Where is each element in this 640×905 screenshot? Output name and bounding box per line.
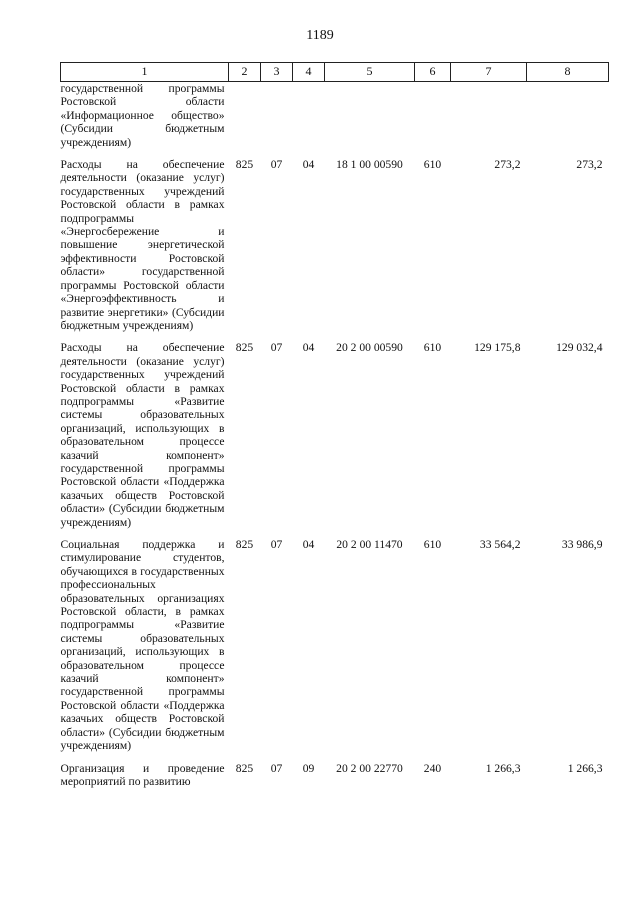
row-amount-1	[451, 82, 527, 150]
row-ministry-code: 825	[235, 761, 254, 775]
row-subsection-code: 09	[302, 761, 315, 775]
row-target-article: 18 1 00 00590	[336, 158, 403, 172]
row-section-code: 07	[270, 158, 283, 172]
page-number: 1189	[306, 28, 334, 43]
header-col-3: 3	[261, 63, 293, 82]
row-section-code: 07	[270, 761, 283, 775]
table-row	[61, 149, 609, 332]
row-section-code	[261, 82, 293, 150]
header-col-4: 4	[293, 63, 325, 82]
budget-table	[60, 62, 609, 788]
row-subsection-code	[293, 82, 325, 150]
row-amount-2	[527, 82, 609, 150]
row-expense-type: 610	[423, 538, 442, 551]
row-expense-type: 610	[423, 158, 442, 172]
row-target-article: 20 2 00 00590	[336, 341, 403, 355]
row-description: Расходы на обеспечение деятельности (оказание услуг) государственных учреждений Ростовской области в рамках подпрограммы «Развитие системы образовательных организаций, использующих в образовательном процессе казачий компонент» государственной программы Ростовской области «Поддержка казачьих обществ Ростовской области» (Субсидии бюджетным учреждениям)	[60, 341, 225, 529]
table-row	[61, 332, 609, 529]
row-ministry-code: 825	[235, 158, 254, 172]
header-col-8: 8	[527, 63, 609, 82]
row-amount-1: 33 564,2	[479, 538, 521, 551]
row-description: Расходы на обеспечение деятельности (оказание услуг) государственных учреждений Ростовской области в рамках подпрограммы «Энергосбережение и повышение энергетической эффективности Ростовской области» государственной программы Ростовской области «Энергоэффективность и развитие энергетики» (Субсидии бюджетным учреждениям)	[60, 158, 225, 332]
row-subsection-code: 04	[302, 538, 315, 551]
row-expense-type: 240	[423, 761, 442, 775]
header-col-1: 1	[61, 63, 229, 82]
row-description: государственной программы Ростовской области «Информационное общество» (Субсидии бюджетным учреждениям)	[60, 82, 225, 149]
row-description: Социальная поддержка и стимулирование студентов, обучающихся в государственных профессиональных образовательных организациях Ростовской области, в рамках подпрограммы «Развитие системы образовательных организаций, использующих в образовательном процессе казачий компонент» государственной программы Ростовской области «Поддержка казачьих обществ Ростовской области» (Субсидии бюджетным учреждениям)	[60, 538, 225, 753]
row-target-article: 20 2 00 11470	[336, 538, 403, 551]
header-row	[61, 63, 609, 82]
row-subsection-code: 04	[302, 341, 315, 355]
row-expense-type: 610	[423, 341, 442, 355]
row-amount-1: 1 266,3	[485, 761, 521, 775]
table-row	[61, 82, 609, 150]
row-amount-2: 33 986,9	[561, 538, 603, 551]
row-ministry-code	[229, 82, 261, 150]
row-section-code: 07	[270, 341, 283, 355]
row-description: Организация и проведение мероприятий по развитию	[60, 761, 225, 788]
row-amount-1: 273,2	[494, 158, 521, 172]
row-ministry-code: 825	[235, 538, 254, 551]
row-section-code: 07	[270, 538, 283, 551]
row-target-article	[325, 82, 415, 150]
row-amount-2: 129 032,4	[556, 341, 603, 355]
row-subsection-code: 04	[302, 158, 315, 172]
row-ministry-code: 825	[235, 341, 254, 355]
header-col-2: 2	[229, 63, 261, 82]
row-amount-1: 129 175,8	[474, 341, 521, 355]
header-col-7: 7	[451, 63, 527, 82]
table-row	[61, 529, 609, 753]
row-expense-type	[415, 82, 451, 150]
row-target-article: 20 2 00 22770	[336, 761, 403, 775]
row-amount-2: 273,2	[576, 158, 603, 172]
header-col-6: 6	[415, 63, 451, 82]
table-row	[61, 753, 609, 789]
row-amount-2: 1 266,3	[567, 761, 603, 775]
header-col-5: 5	[325, 63, 415, 82]
